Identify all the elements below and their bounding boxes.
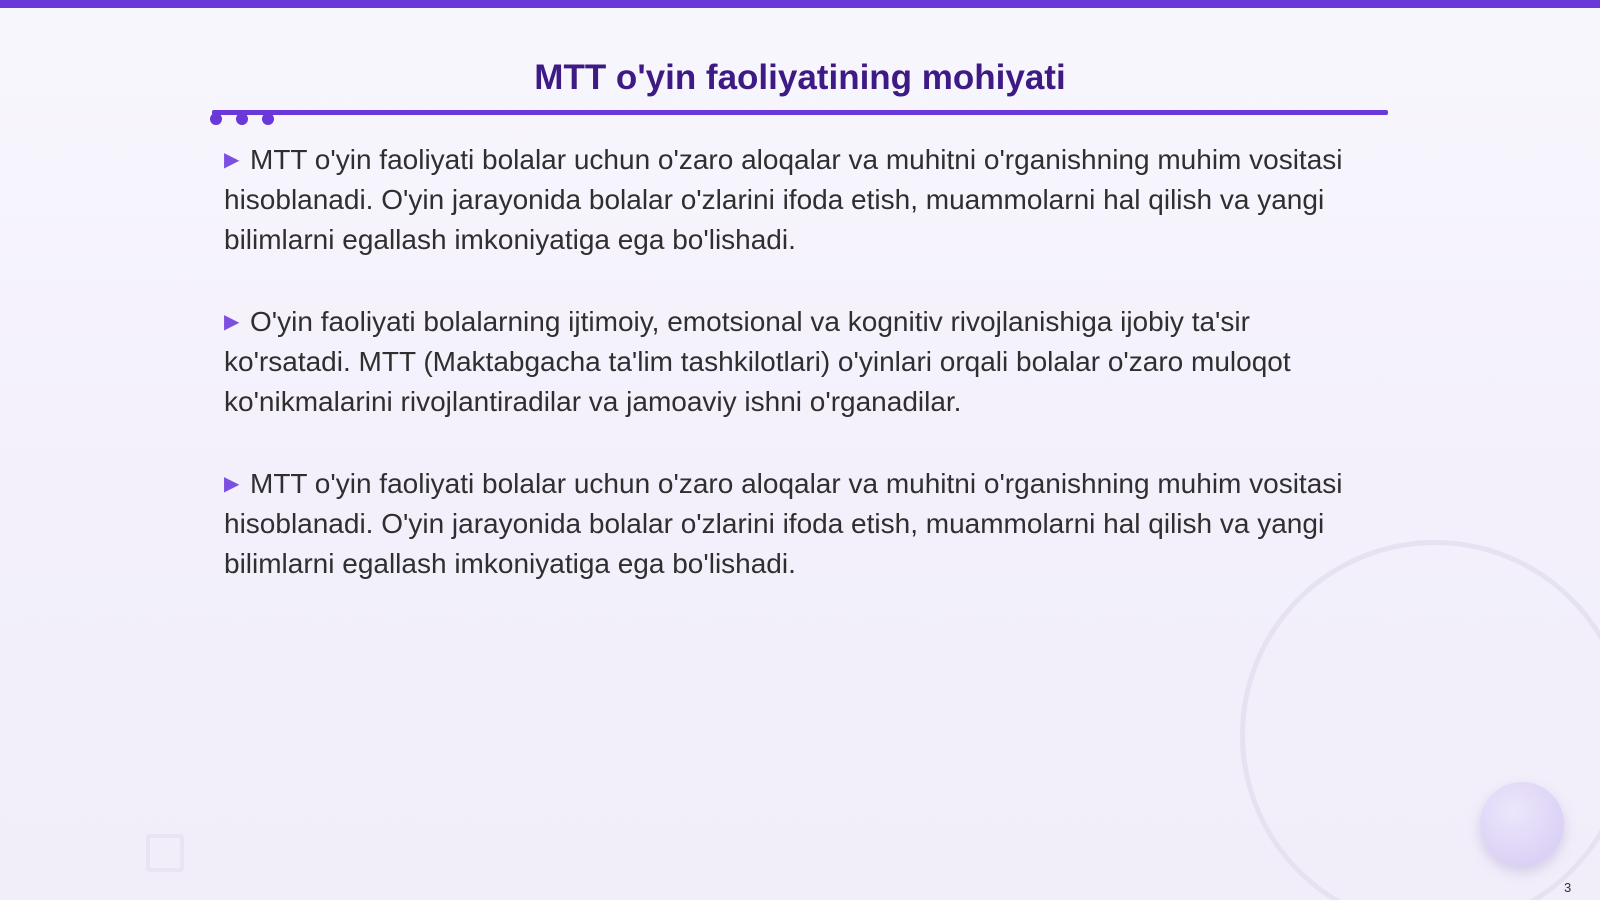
bullet-item	[224, 140, 1384, 260]
bullet-arrow-icon: ▶	[224, 473, 240, 495]
underline-dot	[262, 113, 274, 125]
bullet-text: MTT o'yin faoliyati bolalar uchun o'zaro aloqalar va muhitni o'rganishning muhim vositasi hisoblanadi. O'yin jarayonida bolalar o'zlarini ifoda etish, muammolarni hal qilish va yangi bilimlarni egallash imkoniyatiga ega bo'lishadi.	[224, 468, 1343, 579]
underline-dot	[236, 113, 248, 125]
title-underline	[212, 110, 1388, 115]
bullet-arrow-icon: ▶	[224, 149, 240, 171]
slide-title: MTT o'yin faoliyatining mohiyati	[534, 58, 1066, 97]
page-number: 3	[1564, 880, 1572, 895]
bullet-item	[224, 464, 1384, 584]
underline-dot	[210, 113, 222, 125]
decorative-square	[146, 834, 184, 872]
bullet-text: O'yin faoliyati bolalarning ijtimoiy, emotsional va kognitiv rivojlanishiga ijobiy ta'sir ko'rsatadi. MTT (Maktabgacha ta'lim tashkilotlari) o'yinlari orqali bolalar o'zaro muloqot ko'nikmalarini rivojlantiradilar va jamoaviy ishni o'rganadilar.	[224, 306, 1291, 417]
bullet-list	[224, 140, 1384, 626]
decorative-circle	[1480, 782, 1564, 866]
top-accent-bar	[0, 0, 1600, 8]
bullet-arrow-icon: ▶	[224, 311, 240, 333]
bullet-item	[224, 302, 1384, 422]
bullet-text: MTT o'yin faoliyati bolalar uchun o'zaro aloqalar va muhitni o'rganishning muhim vositasi hisoblanadi. O'yin jarayonida bolalar o'zlarini ifoda etish, muammolarni hal qilish va yangi bilimlarni egallash imkoniyatiga ega bo'lishadi.	[224, 144, 1343, 255]
